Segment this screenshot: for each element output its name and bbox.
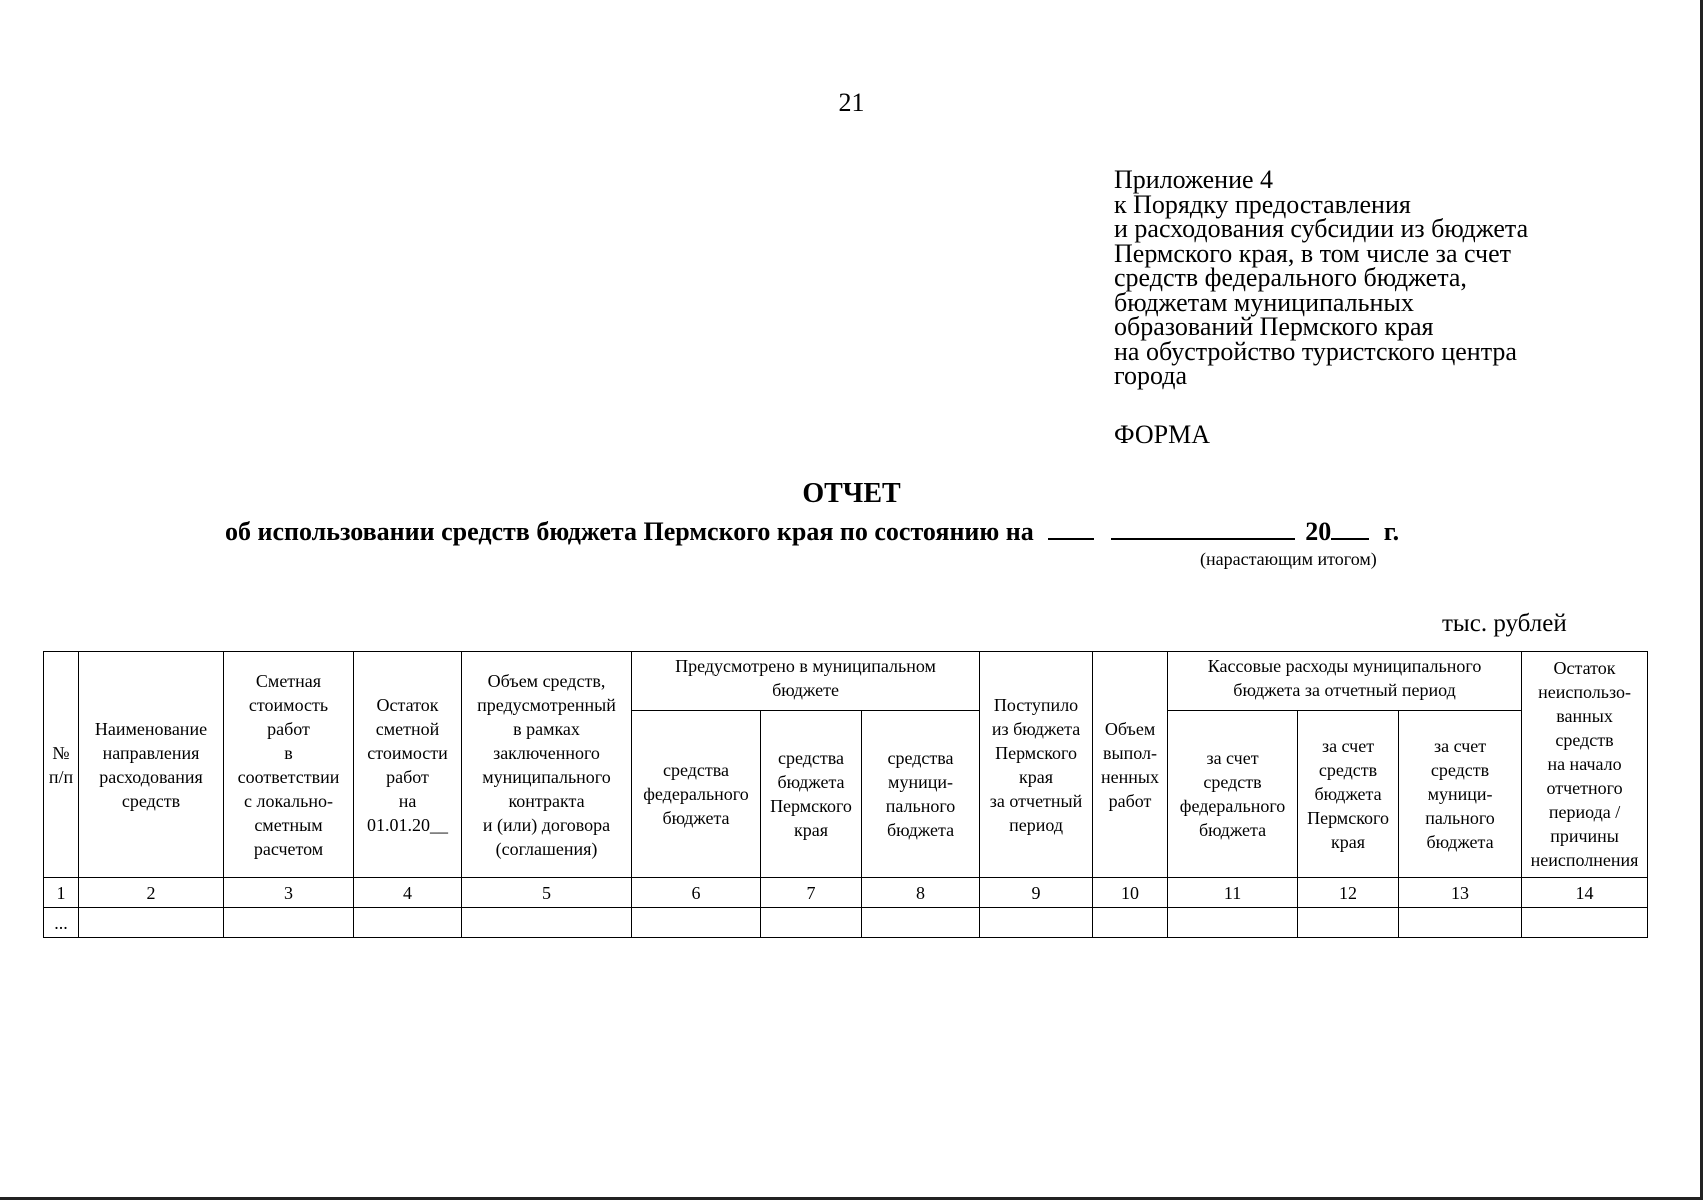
year-suffix: г. <box>1383 517 1400 546</box>
date-hint: (нарастающим итогом) <box>1200 549 1377 569</box>
month-blank <box>1111 516 1295 540</box>
appendix-line: Приложение 4 <box>1114 165 1274 194</box>
header-remaining-cost: Остаток сметной стоимости работ на 01.01.20__ <box>354 652 462 878</box>
appendix-line: Пермского края, в том числе за счет <box>1114 238 1511 268</box>
header-estimated-cost: Сметная стоимость работ в соответствии с локально- сметным расчетом <box>224 652 354 878</box>
table-cell <box>1522 908 1648 938</box>
header-row-number: № п/п <box>44 652 79 878</box>
table-cell <box>1093 908 1168 938</box>
column-number: 6 <box>632 878 761 908</box>
column-number: 5 <box>462 878 632 908</box>
column-number: 3 <box>224 878 354 908</box>
appendix-line: бюджетам муниципальных <box>1114 287 1414 317</box>
table-cell: ... <box>44 908 79 938</box>
appendix-block <box>1114 165 1529 390</box>
header-cash-federal: за счет средств федерального бюджета <box>1168 711 1298 878</box>
column-number: 8 <box>862 878 980 908</box>
header-cash-municipal: за счет средств муници- пального бюджета <box>1399 711 1522 878</box>
report-subtitle <box>225 516 1399 547</box>
table-cell <box>1298 908 1399 938</box>
table-cell <box>224 908 354 938</box>
table-cell <box>761 908 862 938</box>
form-label: ФОРМА <box>1114 420 1210 449</box>
table-cell <box>1168 908 1298 938</box>
report-title: ОТЧЕТ <box>802 478 901 509</box>
table-cell <box>980 908 1093 938</box>
header-cash-regional: за счет средств бюджета Пермского края <box>1298 711 1399 878</box>
column-number: 14 <box>1522 878 1648 908</box>
header-planned-regional: средства бюджета Пермского края <box>761 711 862 878</box>
table-cell <box>632 908 761 938</box>
header-contract-volume: Объем средств, предусмотренный в рамках заключенного муниципального контракта и (или) договора (соглашения) <box>462 652 632 878</box>
year-blank <box>1331 516 1369 540</box>
table-cell <box>79 908 224 938</box>
column-number: 1 <box>44 878 79 908</box>
header-planned-federal: средства федерального бюджета <box>632 711 761 878</box>
appendix-line: и расходования субсидии из бюджета <box>1114 214 1529 243</box>
header-received: Поступило из бюджета Пермского края за отчетный период <box>980 652 1093 878</box>
column-number: 13 <box>1399 878 1522 908</box>
column-number: 11 <box>1168 878 1298 908</box>
column-number: 4 <box>354 878 462 908</box>
column-number: 10 <box>1093 878 1168 908</box>
header-group-planned: Предусмотрено в муниципальном бюджете <box>632 652 980 711</box>
header-remaining-funds: Остаток неиспользо- ванных средств на начало отчетного периода / причины неисполнения <box>1522 652 1648 878</box>
appendix-line: к Порядку предоставления <box>1114 189 1411 219</box>
table-cell <box>1399 908 1522 938</box>
appendix-line: образований Пермского края <box>1114 312 1434 341</box>
header-work-volume: Объем выпол- ненных работ <box>1093 652 1168 878</box>
appendix-line: города <box>1114 361 1188 390</box>
year-prefix: 20 <box>1305 517 1332 546</box>
units-label: тыс. рублей <box>1442 610 1567 637</box>
column-number: 9 <box>980 878 1093 908</box>
day-blank <box>1048 516 1094 540</box>
table-cell <box>862 908 980 938</box>
appendix-line: средств федерального бюджета, <box>1114 263 1467 292</box>
column-number: 12 <box>1298 878 1399 908</box>
header-group-cash: Кассовые расходы муниципального бюджета за отчетный период <box>1168 652 1522 711</box>
table-cell <box>354 908 462 938</box>
report-subtitle-text: об использовании средств бюджета Пермского края по состоянию на <box>225 517 1034 546</box>
table-cell <box>462 908 632 938</box>
report-table <box>43 651 1648 938</box>
appendix-line: на обустройство туристского центра <box>1114 336 1517 366</box>
page-number: 21 <box>838 88 865 117</box>
header-expense-direction: Наименование направления расходования средств <box>79 652 224 878</box>
table-row <box>44 908 1648 938</box>
column-number-row <box>44 878 1648 908</box>
header-planned-municipal: средства муници- пального бюджета <box>862 711 980 878</box>
column-number: 7 <box>761 878 862 908</box>
column-number: 2 <box>79 878 224 908</box>
